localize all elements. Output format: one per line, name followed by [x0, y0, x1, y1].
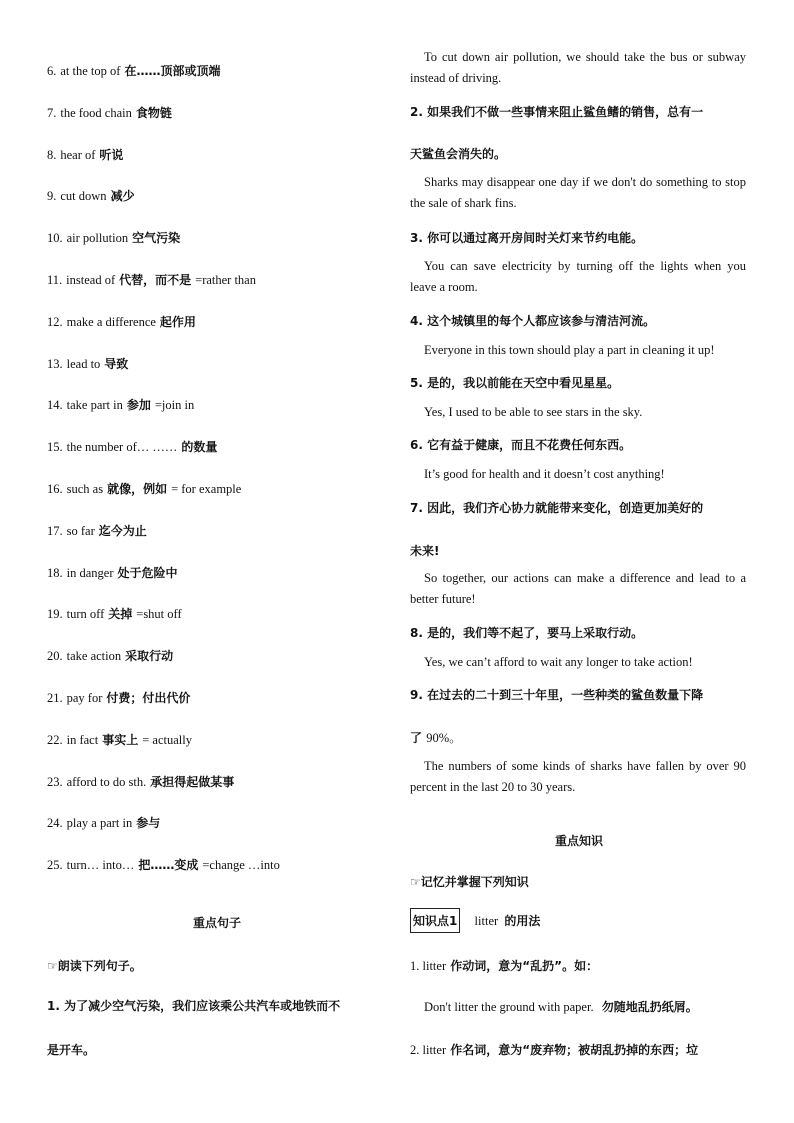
phrase-number: 19. — [47, 607, 63, 622]
phrase-english: such as — [66, 482, 104, 496]
phrase-chinese: 空气污染 — [132, 231, 181, 246]
knowledge-point-label: 知识点1 — [410, 908, 460, 933]
section-title-key-sentences: 重点句子 — [192, 916, 241, 930]
sentence-9-en: The numbers of some kinds of sharks have fallen by over 90 percent in the last 20 to 30 years. — [410, 759, 746, 794]
kp1-item-2-cn: 作名词，意为“废弃物；被胡乱扔掉的东西；垃 — [450, 1043, 699, 1057]
phrase-english: the food chain — [60, 105, 132, 120]
phrase-english: at the top of — [60, 64, 121, 78]
phrase-number: 23. — [47, 774, 63, 789]
phrase-english: in danger — [66, 565, 114, 580]
phrase-item — [47, 647, 177, 664]
phrase-number: 14. — [47, 398, 63, 413]
phrase-chinese: 听说 — [99, 147, 124, 162]
phrase-item — [47, 62, 224, 79]
phrase-english: play a part in — [66, 816, 133, 831]
phrase-english: lead to — [66, 356, 101, 371]
knowledge-point-title: 的用法 — [504, 914, 541, 928]
knowledge-point-1-header — [410, 908, 748, 933]
phrase-chinese: 关掉 — [108, 607, 133, 622]
sentence-2-cn-line2: 天鲨鱼会消失的。 — [410, 147, 507, 161]
phrase-chinese: 食物链 — [135, 105, 172, 120]
instruction-memorize: ☞记忆并掌握下列知识 — [410, 875, 529, 889]
phrase-number: 17. — [47, 523, 63, 538]
phrase-item — [47, 438, 221, 455]
phrase-item — [47, 605, 182, 622]
kp1-item-1-cn: 作动词，意为“乱扔”。如： — [450, 959, 599, 973]
phrase-english: make a difference — [66, 314, 156, 329]
phrase-item — [47, 355, 132, 372]
phrase-english: cut down — [60, 189, 107, 204]
phrase-chinese: 付费；付出代价 — [106, 691, 191, 705]
phrase-number: 25. — [47, 858, 63, 873]
phrase-number: 24. — [47, 816, 63, 831]
phrase-number: 12. — [47, 314, 63, 329]
phrase-synonym: =join in — [154, 398, 195, 413]
sentence-5-en: Yes, I used to be able to see stars in the sky. — [424, 405, 643, 419]
sentence-8-en: Yes, we can’t afford to wait any longer to take action! — [424, 655, 693, 669]
phrase-number: 8. — [47, 147, 57, 162]
sentence-8-cn: 8. 是的，我们等不起了，要马上采取行动。 — [410, 626, 644, 640]
phrase-chinese: 起作用 — [159, 314, 196, 329]
phrase-item — [47, 187, 139, 204]
phrase-number: 15. — [47, 440, 63, 455]
phrase-english: so far — [66, 523, 95, 538]
phrase-number: 7. — [47, 105, 57, 120]
sentence-7-en: So together, our actions can make a difference and lead to a better future! — [410, 571, 746, 606]
knowledge-point-word: litter — [474, 914, 499, 928]
sentence-9-cn-line2 — [410, 728, 748, 746]
phrase-chinese: 采取行动 — [125, 649, 174, 664]
phrase-item — [47, 313, 200, 330]
phrase-english: pay for — [66, 691, 103, 705]
phrase-chinese: 在……顶部或顶端 — [124, 64, 221, 78]
phrase-chinese: 把……变成 — [138, 858, 199, 873]
kp1-example-1-cn: 勿随地乱扔纸屑。 — [601, 1000, 698, 1014]
phrase-item — [47, 522, 151, 539]
phrase-item — [47, 396, 194, 413]
phrase-chinese: 参加 — [126, 398, 151, 413]
phrase-chinese: 导致 — [104, 356, 129, 371]
phrase-item — [47, 146, 127, 163]
phrase-english: take part in — [66, 398, 123, 413]
sentence-4-en: Everyone in this town should play a part in cleaning it up! — [424, 343, 715, 357]
sentence-2-en: Sharks may disappear one day if we don't do something to stop the sale of shark fins. — [410, 175, 746, 210]
phrase-english: turn off — [66, 607, 105, 622]
phrase-chinese: 参与 — [136, 816, 161, 831]
phrase-item — [47, 229, 184, 246]
kp1-item-1-num: 1. litter — [410, 959, 447, 973]
phrase-chinese: 的数量 — [181, 440, 218, 455]
phrase-synonym: = for example — [171, 482, 242, 496]
phrase-synonym: =rather than — [195, 273, 256, 287]
sentence-3-cn: 3. 你可以通过离开房间时关灯来节约电能。 — [410, 231, 644, 245]
sentence-9-percent: 90%。 — [426, 731, 462, 745]
phrase-number: 18. — [47, 565, 63, 580]
phrase-synonym: =change …into — [202, 858, 280, 873]
phrase-item — [47, 814, 164, 831]
kp1-item-1 — [410, 957, 748, 974]
instruction-read-aloud: ☞朗读下列句子。 — [47, 959, 142, 973]
sentence-5-cn: 5. 是的，我以前能在天空中看见星星。 — [410, 376, 620, 390]
kp1-example-1 — [424, 998, 762, 1015]
phrase-english: take action — [66, 649, 122, 664]
phrase-chinese: 代替，而不是 — [119, 273, 192, 287]
phrase-chinese: 就像，例如 — [107, 482, 168, 496]
phrase-item — [47, 773, 238, 790]
phrase-item — [47, 480, 241, 497]
section-title-key-knowledge: 重点知识 — [554, 834, 603, 848]
phrase-english: afford to do sth. — [66, 774, 147, 789]
phrase-english: turn… into… — [66, 858, 135, 873]
kp1-example-1-en: Don't litter the ground with paper. — [424, 1000, 594, 1014]
kp1-item-2 — [410, 1041, 748, 1058]
phrase-synonym: =shut off — [136, 607, 182, 622]
sentence-6-en: It’s good for health and it doesn’t cost anything! — [424, 467, 665, 481]
phrase-number: 20. — [47, 649, 63, 664]
phrase-english: instead of — [66, 273, 116, 287]
phrase-chinese: 事实上 — [102, 732, 139, 747]
sentence-4-cn: 4. 这个城镇里的每个人都应该参与清洁河流。 — [410, 314, 656, 328]
phrase-number: 13. — [47, 356, 63, 371]
phrase-english: air pollution — [66, 231, 129, 246]
phrase-chinese: 迄今为止 — [98, 523, 147, 538]
kp1-item-2-num: 2. litter — [410, 1043, 447, 1057]
phrase-item — [47, 856, 280, 873]
phrase-synonym: = actually — [142, 732, 192, 747]
phrase-item — [47, 564, 182, 581]
sentence-2-cn-line1: 2. 如果我们不做一些事情来阻止鲨鱼鳍的销售，总有一 — [410, 105, 704, 119]
phrase-chinese: 减少 — [110, 189, 135, 204]
phrase-item — [47, 731, 192, 748]
phrase-english: in fact — [66, 732, 99, 747]
phrase-number: 9. — [47, 189, 57, 204]
sentence-7-cn-line2: 未来! — [410, 544, 440, 558]
sentence-1-cn-line2: 是开车。 — [47, 1043, 96, 1057]
phrase-number: 22. — [47, 732, 63, 747]
phrase-number: 6. — [47, 64, 57, 78]
sentence-9-cn-line2-text: 了 — [410, 731, 423, 745]
sentence-1-cn-line1: 1. 为了减少空气污染，我们应该乘公共汽车或地铁而不 — [47, 999, 341, 1013]
phrase-item — [47, 271, 256, 288]
phrase-number: 10. — [47, 231, 63, 246]
phrase-number: 11. — [47, 273, 63, 287]
sentence-3-en: You can save electricity by turning off the lights when you leave a room. — [410, 259, 746, 294]
phrase-item — [47, 104, 176, 121]
phrase-item — [47, 689, 194, 706]
sentence-6-cn: 6. 它有益于健康，而且不花费任何东西。 — [410, 438, 632, 452]
phrase-english: the number of… …… — [66, 440, 178, 455]
phrase-chinese: 承担得起做某事 — [150, 774, 235, 789]
phrase-english: hear of — [60, 147, 96, 162]
sentence-9-cn-line1: 9. 在过去的二十到三十年里，一些种类的鲨鱼数量下降 — [410, 688, 704, 702]
sentence-1-en: To cut down air pollution, we should take the bus or subway instead of driving. — [410, 50, 746, 85]
sentence-7-cn-line1: 7. 因此，我们齐心协力就能带来变化，创造更加美好的 — [410, 501, 704, 515]
phrase-chinese: 处于危险中 — [117, 565, 178, 580]
phrase-number: 21. — [47, 691, 63, 705]
phrase-number: 16. — [47, 482, 63, 496]
